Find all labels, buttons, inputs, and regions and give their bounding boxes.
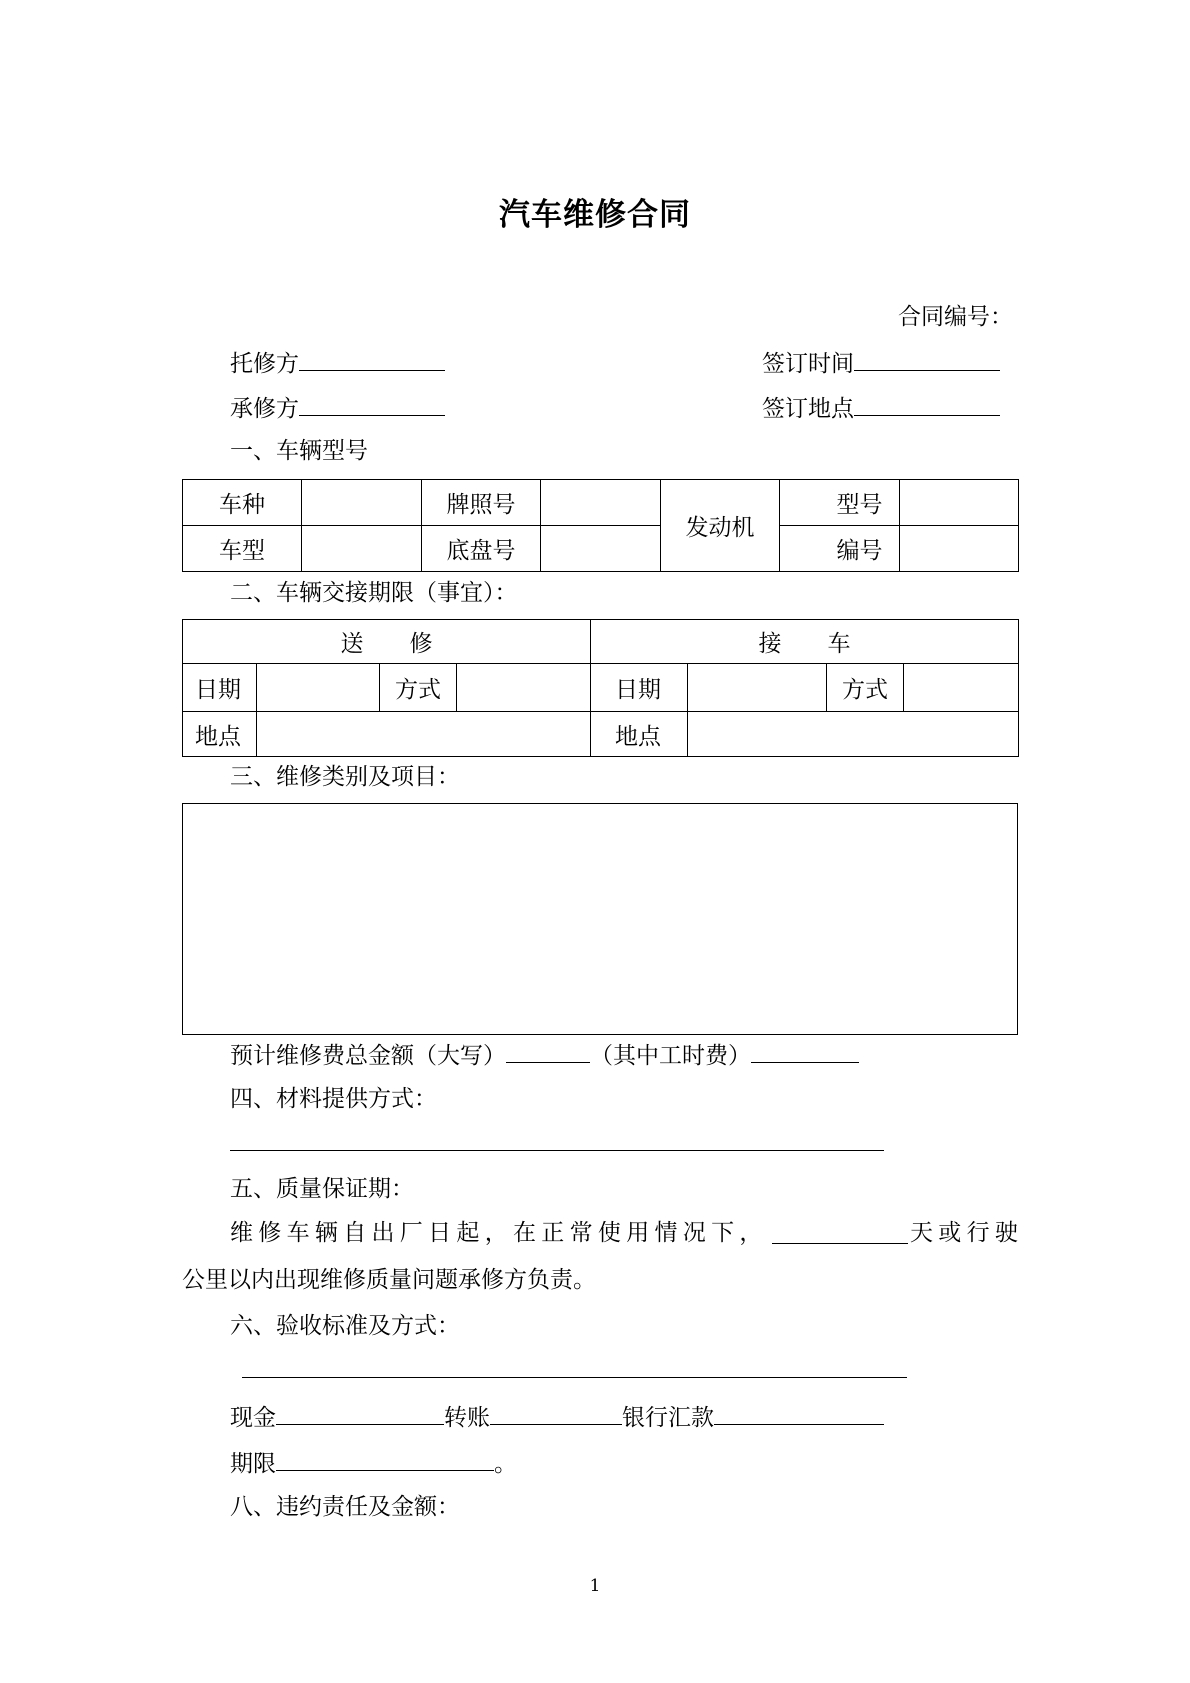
transfer-label: 转账	[444, 1405, 490, 1431]
send-repair-header: 送 修	[183, 620, 591, 664]
estimated-cost-label: 预计维修费总金额（大写）	[230, 1043, 506, 1069]
term-label: 期限	[230, 1451, 276, 1477]
warranty-text-suffix: 天或行驶	[910, 1220, 1024, 1246]
section8-heading: 八、违约责任及金额：	[230, 1494, 460, 1520]
send-place-label: 地点	[183, 712, 257, 757]
pickup-method-label: 方式	[827, 664, 904, 712]
section6-heading: 六、验收标准及方式：	[230, 1313, 460, 1339]
plate-number-label: 牌照号	[422, 480, 541, 526]
pickup-method-cell[interactable]	[904, 664, 1019, 712]
send-place-cell[interactable]	[257, 712, 591, 757]
engine-label: 发动机	[661, 480, 780, 572]
warranty-days-blank[interactable]	[772, 1219, 908, 1244]
sign-time-label: 签订时间	[762, 351, 854, 377]
vehicle-type-label: 车型	[183, 526, 302, 572]
engine-serial-label: 编号	[780, 526, 900, 572]
warranty-line-1	[230, 1218, 768, 1248]
section5-heading: 五、质量保证期：	[230, 1176, 414, 1202]
bank-remittance-blank[interactable]	[714, 1400, 884, 1425]
pickup-date-label: 日期	[591, 664, 688, 712]
repairer-party-blank[interactable]	[299, 391, 445, 416]
send-date-cell[interactable]	[257, 664, 380, 712]
contract-number-label: 合同编号：	[898, 304, 1013, 330]
send-method-cell[interactable]	[457, 664, 591, 712]
warranty-text-prefix: 维修车辆自出厂日起，在正常使用情况下，	[230, 1220, 768, 1246]
send-date-label: 日期	[183, 664, 257, 712]
repairer-party-line	[230, 391, 445, 424]
cash-blank[interactable]	[276, 1400, 444, 1425]
payment-term-line	[230, 1446, 517, 1479]
labor-cost-blank[interactable]	[751, 1038, 859, 1063]
vehicle-kind-label: 车种	[183, 480, 302, 526]
pickup-date-cell[interactable]	[688, 664, 827, 712]
labor-cost-label: （其中工时费）	[590, 1043, 751, 1069]
vehicle-type-cell[interactable]	[302, 526, 422, 572]
handover-table	[182, 619, 1019, 757]
term-blank[interactable]	[276, 1446, 494, 1471]
chassis-number-label: 底盘号	[422, 526, 541, 572]
section1-heading: 一、车辆型号	[230, 438, 368, 464]
cash-label: 现金	[230, 1405, 276, 1431]
repairer-party-label: 承修方	[230, 396, 299, 422]
document-title: 汽车维修合同	[499, 197, 691, 233]
section3-heading: 三、维修类别及项目：	[230, 764, 460, 790]
client-party-line	[230, 346, 445, 379]
material-method-blank[interactable]	[230, 1150, 884, 1151]
vehicle-kind-cell[interactable]	[302, 480, 422, 526]
pickup-header: 接 车	[591, 620, 1019, 664]
plate-number-cell[interactable]	[541, 480, 661, 526]
sign-time-line	[762, 346, 1000, 379]
client-party-blank[interactable]	[299, 346, 445, 371]
warranty-line-2: 公里以内出现维修质量问题承修方负责。	[182, 1267, 596, 1293]
send-method-label: 方式	[380, 664, 457, 712]
payment-line	[230, 1400, 884, 1433]
page-number: 1	[589, 1576, 601, 1596]
bank-remittance-label: 银行汇款	[622, 1405, 714, 1431]
estimated-cost-line	[230, 1038, 859, 1071]
sign-place-line	[762, 391, 1000, 424]
chassis-number-cell[interactable]	[541, 526, 661, 572]
sign-place-label: 签订地点	[762, 396, 854, 422]
section2-heading: 二、车辆交接期限（事宜）：	[230, 580, 518, 606]
repair-items-box[interactable]	[182, 803, 1018, 1035]
acceptance-standard-blank[interactable]	[242, 1377, 907, 1378]
engine-serial-cell[interactable]	[900, 526, 1019, 572]
pickup-place-label: 地点	[591, 712, 688, 757]
pickup-place-cell[interactable]	[688, 712, 1019, 757]
client-party-label: 托修方	[230, 351, 299, 377]
sign-time-blank[interactable]	[854, 346, 1000, 371]
vehicle-model-table	[182, 479, 1019, 572]
transfer-blank[interactable]	[490, 1400, 622, 1425]
estimated-cost-blank[interactable]	[506, 1038, 590, 1063]
term-period: 。	[494, 1451, 517, 1477]
sign-place-blank[interactable]	[854, 391, 1000, 416]
engine-model-label: 型号	[780, 480, 900, 526]
engine-model-cell[interactable]	[900, 480, 1019, 526]
section4-heading: 四、材料提供方式：	[230, 1086, 437, 1112]
